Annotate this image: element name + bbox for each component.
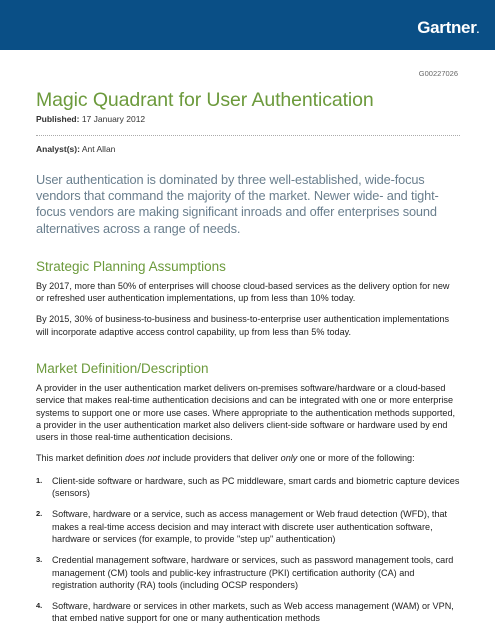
- list-item: [36, 508, 460, 545]
- list-item: [36, 554, 460, 591]
- analyst-line: [36, 144, 460, 154]
- list-item-number: 2.: [36, 509, 43, 519]
- exclusion-list: [36, 475, 460, 625]
- exclusion-post: one or more of the following:: [297, 453, 415, 464]
- assumption-paragraph-2: By 2015, 30% of business-to-business and business-to-enterprise user authentication implementations will incorporate adaptive access control capability, up from less than 5% today.: [36, 314, 449, 337]
- published-label: Published:: [36, 114, 80, 124]
- list-item: [36, 475, 460, 500]
- market-paragraph: A provider in the user authentication market delivers on-premises software/hardware or a cloud-based service that makes real-time authentication decisions and can be integrated with one or more enterprise systems to support one or more use cases. Where appropriate to the authentication methods supported, a provider in the user authentication market also delivers client-side software or hardware used by end users in those real-time authentication decisions.: [36, 383, 456, 443]
- logo-dot: .: [476, 25, 479, 36]
- list-item-text: Software, hardware or services in other markets, such as Web access management (WAM) or VPN, that embed native support for one or many authentication methods: [52, 601, 454, 624]
- exclusion-em-does-not: does not: [124, 453, 160, 464]
- gartner-logo: [417, 18, 479, 38]
- header-bar: [0, 0, 495, 50]
- exclusion-paragraph: [36, 452, 460, 464]
- assumptions-heading: Strategic Planning Assumptions: [36, 258, 226, 274]
- list-item-number: 4.: [36, 601, 43, 611]
- list-item-text: Software, hardware or a service, such as access management or Web fraud detection (WFD), that makes a real-time access decision and may interact with discrete user authentication software, hardware or services (for example, to provide "step up" authentication): [52, 509, 448, 544]
- list-item-text: Client-side software or hardware, such as PC middleware, smart cards and biometric capture devices (sensors): [52, 475, 460, 499]
- list-item: [36, 600, 460, 625]
- analyst-label: Analyst(s):: [36, 144, 80, 154]
- exclusion-em-only: only: [280, 453, 298, 464]
- document-body: [36, 80, 460, 625]
- document-id: G00227026: [418, 69, 458, 78]
- logo-text: Gartner: [417, 18, 477, 37]
- market-heading: Market Definition/Description: [36, 361, 209, 376]
- list-item-number: 1.: [36, 475, 43, 485]
- analyst-name: Ant Allan: [81, 144, 116, 154]
- exclusion-pre: This market definition: [36, 453, 125, 464]
- summary: User authentication is dominated by three well-established, wide-focus vendors that command the majority of the market. Newer wide- and tight-focus vendors are making significant inroads and offer enterprises sound alternatives across a range of needs.: [36, 172, 439, 236]
- exclusion-mid: include providers that deliver: [159, 453, 281, 464]
- assumption-paragraph-1: By 2017, more than 50% of enterprises will choose cloud-based services as the delivery option for new or refreshed user authentication implementations, up from less than 10% today.: [36, 280, 450, 304]
- list-item-number: 3.: [36, 555, 43, 565]
- document-title: Magic Quadrant for User Authentication: [36, 89, 374, 111]
- divider: [36, 135, 460, 136]
- published-line: [36, 114, 460, 124]
- list-item-text: Credential management software, hardware or services, such as password management tools, card management (CM) tools and public-key infrastructure (PKI) certification authority (CA) and registration authority (RA) tools (including OCSP responders): [52, 555, 454, 590]
- published-date: 17 January 2012: [81, 114, 146, 124]
